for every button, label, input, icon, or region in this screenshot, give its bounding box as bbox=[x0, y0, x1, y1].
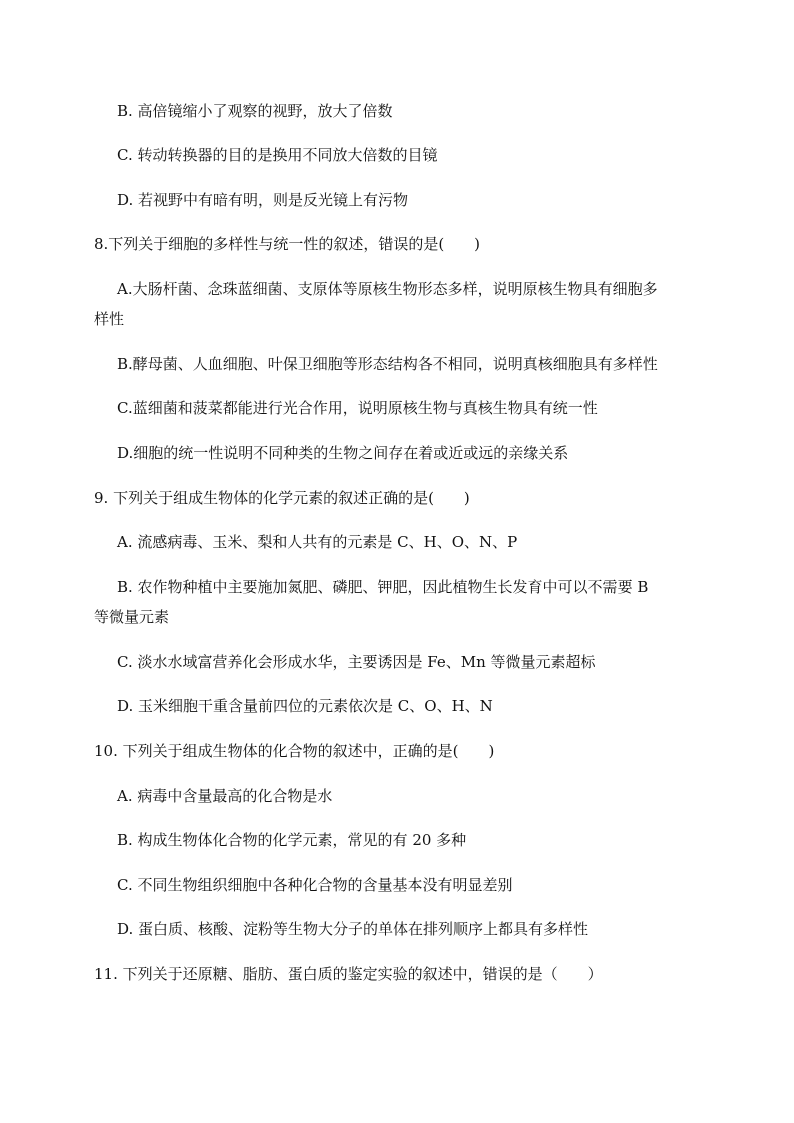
option-7d: D. 若视野中有暗有明，则是反光镜上有污物 bbox=[117, 191, 409, 209]
option-8d: D.细胞的统一性说明不同种类的生物之间存在着或近或远的亲缘关系 bbox=[117, 444, 569, 462]
question-9-stem: 9. 下列关于组成生物体的化学元素的叙述正确的是( ) bbox=[94, 489, 470, 507]
question-10-stem: 10. 下列关于组成生物体的化合物的叙述中，正确的是( ) bbox=[94, 742, 495, 760]
option-9b: B. 农作物种植中主要施加氮肥、磷肥、钾肥，因此植物生长发育中可以不需要 B bbox=[117, 578, 649, 596]
question-11-stem: 11. 下列关于还原糖、脂肪、蛋白质的鉴定实验的叙述中，错误的是（ ） bbox=[94, 965, 603, 983]
option-9d: D. 玉米细胞干重含量前四位的元素依次是 C、O、H、N bbox=[117, 697, 493, 715]
option-8c: C.蓝细菌和菠菜都能进行光合作用，说明原核生物与真核生物具有统一性 bbox=[117, 399, 598, 417]
option-9c: C. 淡水水域富营养化会形成水华，主要诱因是 Fe、Mn 等微量元素超标 bbox=[117, 653, 596, 671]
option-9a: A. 流感病毒、玉米、梨和人共有的元素是 C、H、O、N、P bbox=[117, 533, 518, 551]
option-10a: A. 病毒中含量最高的化合物是水 bbox=[117, 787, 333, 805]
option-10b: B. 构成生物体化合物的化学元素，常见的有 20 多种 bbox=[117, 831, 467, 849]
option-7b: B. 高倍镜缩小了观察的视野，放大了倍数 bbox=[117, 102, 393, 120]
option-8a-continued: 样性 bbox=[94, 310, 125, 328]
option-10d: D. 蛋白质、核酸、淀粉等生物大分子的单体在排列顺序上都具有多样性 bbox=[117, 920, 589, 938]
option-8a: A.大肠杆菌、念珠蓝细菌、支原体等原核生物形态多样，说明原核生物具有细胞多 bbox=[117, 280, 658, 298]
option-7c: C. 转动转换器的目的是换用不同放大倍数的目镜 bbox=[117, 146, 438, 164]
option-10c: C. 不同生物组织细胞中各种化合物的含量基本没有明显差别 bbox=[117, 876, 513, 894]
option-8b: B.酵母菌、人血细胞、叶保卫细胞等形态结构各不相同，说明真核细胞具有多样性 bbox=[117, 355, 658, 373]
option-9b-continued: 等微量元素 bbox=[94, 608, 170, 626]
question-8-stem: 8.下列关于细胞的多样性与统一性的叙述，错误的是( ) bbox=[94, 235, 481, 253]
